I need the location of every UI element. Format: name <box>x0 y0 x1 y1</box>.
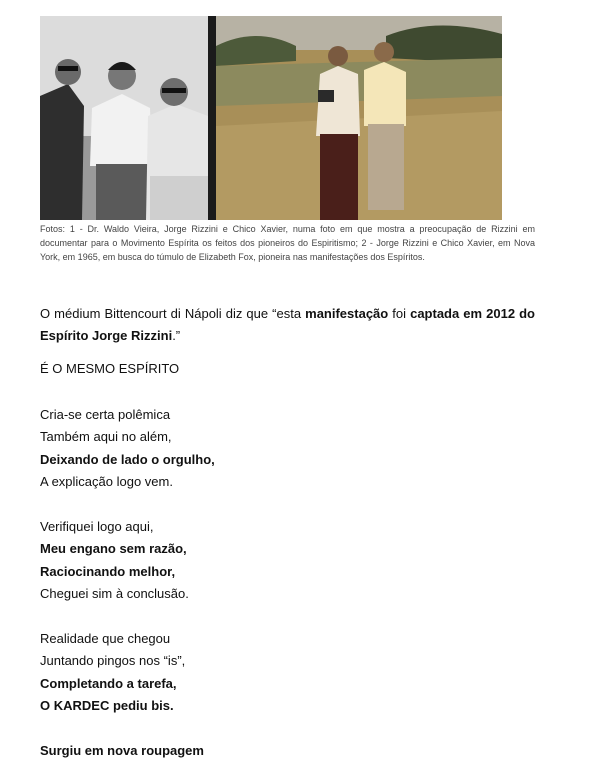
poem-line: Juntando pingos nos “is”, <box>40 653 186 669</box>
intro-bold-1: manifestação <box>305 306 389 321</box>
intro-paragraph <box>40 303 535 347</box>
poem-line-bold: O KARDEC pediu bis. <box>40 698 174 714</box>
poem-line-bold: Raciocinando melhor, <box>40 563 176 579</box>
poem-stanza-1 <box>40 404 215 494</box>
photo-bw-illustration <box>40 16 216 220</box>
intro-text-2: foi <box>388 306 411 321</box>
photo-waldo-rizzini-chico <box>40 16 216 220</box>
poem-line: Cria-se certa polêmica <box>40 407 171 422</box>
poem-line: Também aqui no além, <box>40 429 172 445</box>
poem-line: Realidade que chegou <box>40 631 171 646</box>
photo-rizzini-chico-new-york <box>216 16 502 220</box>
poem-stanza-4 <box>40 740 204 762</box>
intro-bold-2: captada em 2012 do Espírito Jorge Rizzini <box>40 306 535 343</box>
photo-color-illustration <box>216 16 502 220</box>
poem-line-bold: Deixando de lado o orgulho, <box>40 451 215 467</box>
intro-text-1: O médium Bittencourt di Nápoli diz que “esta <box>40 306 306 321</box>
poem-line: Verifiquei logo aqui, <box>40 519 154 534</box>
poem-stanza-2 <box>40 516 189 606</box>
poem-line-bold: Meu engano sem razão, <box>40 541 187 557</box>
photo-caption: Fotos: 1 - Dr. Waldo Vieira, Jorge Rizzini e Chico Xavier, numa foto em que mostra a preocupação de Rizzini em documentar para o Movimento Espírita os feitos dos pioneiros do Espiritismo; 2 - Jorge Rizzini e Chico Xavier, em Nova York, em 1965, em busca do túmulo de Elizabeth Fox, pioneira nas manifestações dos Espíritos. <box>40 224 535 262</box>
poem-line: A explicação logo vem. <box>40 474 173 490</box>
poem-title: É O MESMO ESPÍRITO <box>40 361 180 376</box>
poem-line-bold: Surgiu em nova roupagem <box>40 743 204 758</box>
poem-stanza-3 <box>40 628 185 718</box>
poem-line: Cheguei sim à conclusão. <box>40 586 189 602</box>
poem-line-bold: Completando a tarefa, <box>40 675 177 691</box>
intro-text-3: .” <box>172 328 181 343</box>
